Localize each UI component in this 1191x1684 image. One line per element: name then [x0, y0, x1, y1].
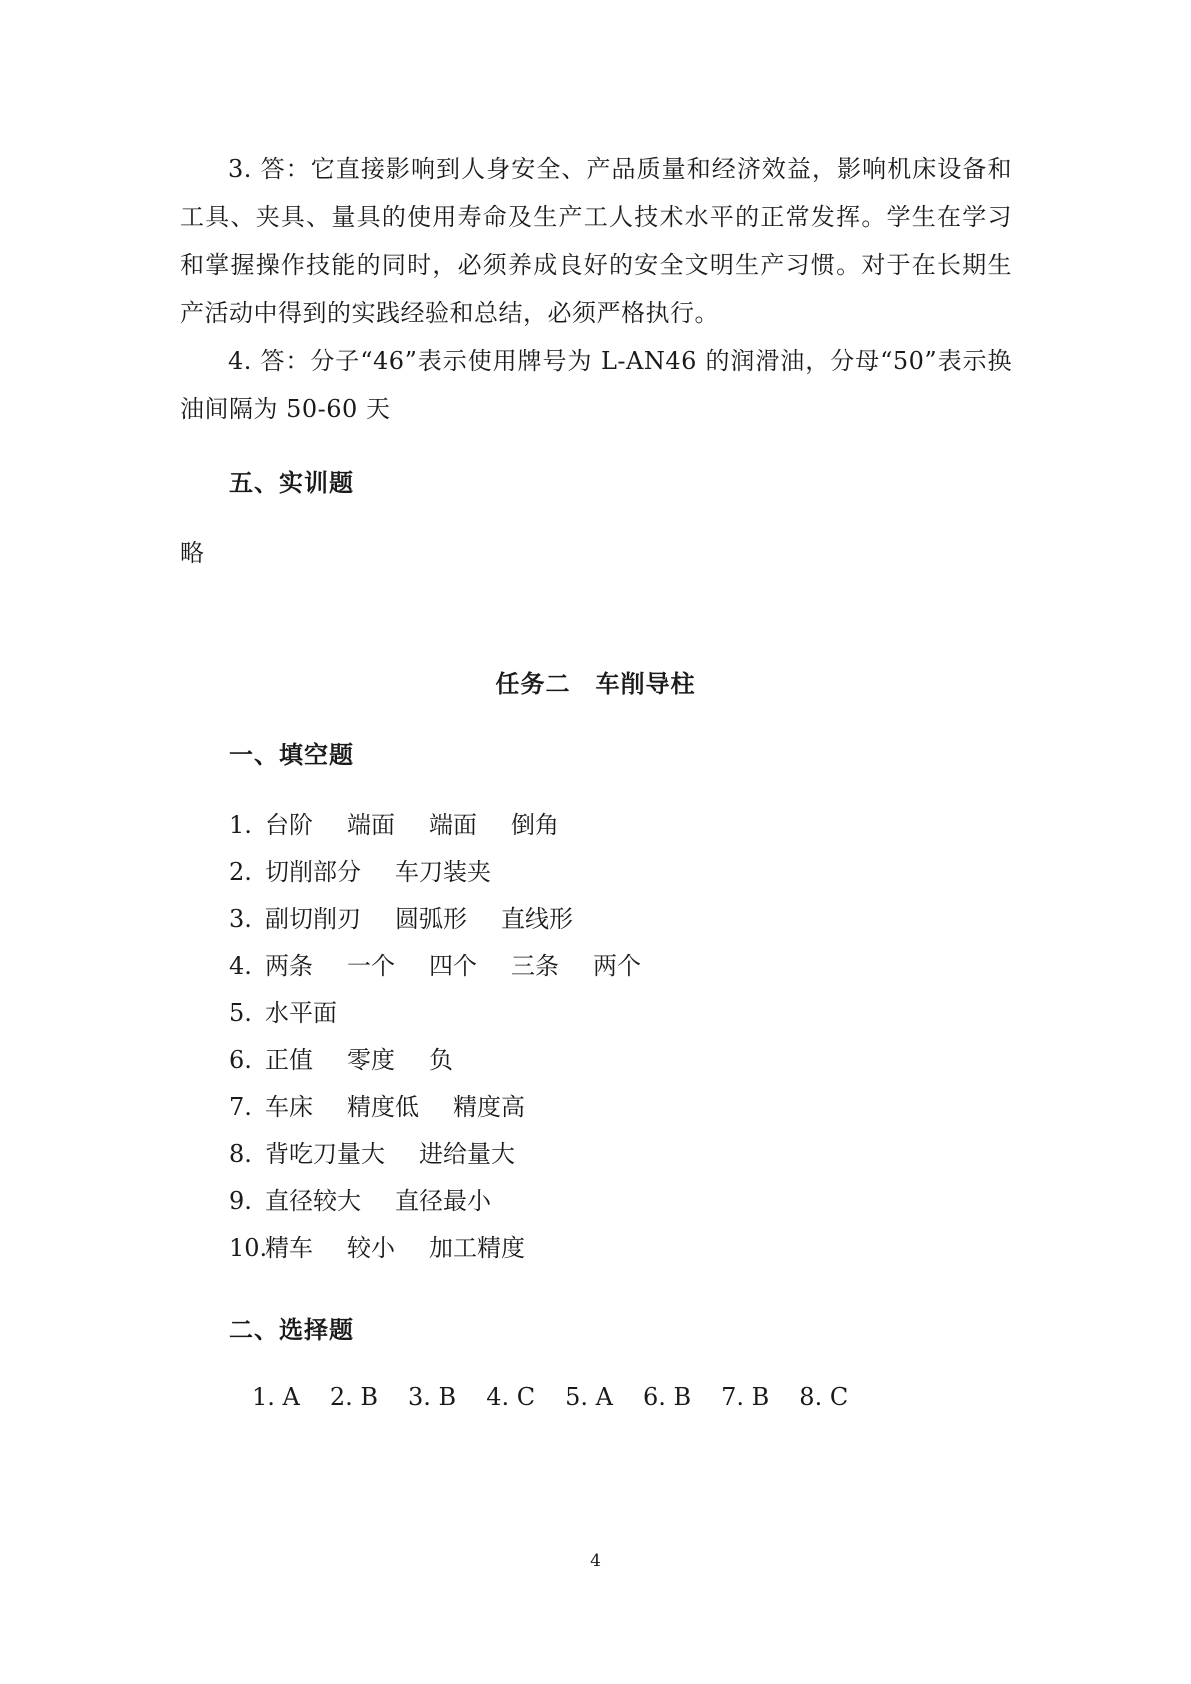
- fill-blank-item: [229, 1225, 675, 1272]
- fill-blank-answer: 正值: [265, 1046, 313, 1074]
- section-heading-training: 五、实训题: [229, 469, 354, 497]
- fill-blank-item: [229, 1131, 675, 1178]
- fill-blank-answer: 直径最小: [395, 1187, 491, 1215]
- fill-blank-answer: 负: [429, 1046, 453, 1074]
- choice-answer: 5. A: [565, 1383, 613, 1411]
- fill-blank-number: 7.: [229, 1093, 252, 1121]
- fill-blank-item: [229, 1037, 675, 1084]
- fill-blank-number: 8.: [229, 1140, 252, 1168]
- fill-blank-number: 1.: [229, 811, 252, 839]
- choice-answer: 4. C: [486, 1383, 536, 1411]
- fill-blank-answer: 副切削刃: [265, 905, 361, 933]
- fill-blank-answer: 背吃刀量大: [265, 1140, 385, 1168]
- fill-blank-answer: 端面: [429, 811, 477, 839]
- fill-blank-answer: 精度高: [453, 1093, 525, 1121]
- choice-answer: 3. B: [408, 1383, 457, 1411]
- fill-blank-answer: 车床: [265, 1093, 313, 1121]
- fill-blank-list: [229, 802, 675, 1272]
- fill-blank-answer: 圆弧形: [395, 905, 467, 933]
- fill-blank-answer: 直径较大: [265, 1187, 361, 1215]
- choice-answer: 2. B: [329, 1383, 379, 1411]
- fill-blank-answer: 车刀装夹: [395, 858, 491, 886]
- fill-blank-answer: 较小: [347, 1234, 395, 1262]
- answer-paragraph-q4: 4. 答：分子“46”表示使用牌号为 L-AN46 的润滑油，分母“50”表示换油间隔为 50-60 天: [180, 347, 1012, 423]
- fill-blank-answer: 加工精度: [429, 1234, 525, 1262]
- fill-blank-number: 10.: [229, 1234, 268, 1262]
- fill-blank-number: 6.: [229, 1046, 252, 1074]
- fill-blank-answer: 直线形: [501, 905, 573, 933]
- fill-blank-answer: 台阶: [265, 811, 313, 839]
- choice-answer: 7. B: [721, 1383, 770, 1411]
- fill-blank-answer: 端面: [347, 811, 395, 839]
- fill-blank-item: [229, 943, 675, 990]
- fill-blank-answer: 精度低: [347, 1093, 419, 1121]
- fill-blank-answer: 四个: [429, 952, 477, 980]
- fill-blank-item: [229, 1178, 675, 1225]
- fill-blank-answer: 进给量大: [419, 1140, 515, 1168]
- fill-blank-item: [229, 990, 675, 1037]
- fill-blank-answer: 零度: [347, 1046, 395, 1074]
- fill-blank-answer: 精车: [265, 1234, 313, 1262]
- fill-blank-item: [229, 802, 675, 849]
- answer-paragraph-q3: 3. 答：它直接影响到人身安全、产品质量和经济效益，影响机床设备和工具、夹具、量具的使用寿命及生产工人技术水平的正常发挥。学生在学习和掌握操作技能的同时，必须养成良好的安全文明生产习惯。对于在长期生产活动中得到的实践经验和总结，必须严格执行。: [180, 155, 1012, 327]
- section-heading-multiple-choice: 二、选择题: [229, 1316, 354, 1344]
- fill-blank-answer: 倒角: [511, 811, 559, 839]
- fill-blank-item: [229, 896, 675, 943]
- page-number: 4: [590, 1551, 601, 1571]
- fill-blank-answer: 两个: [593, 952, 641, 980]
- fill-blank-item: [229, 1084, 675, 1131]
- task-title: 任务二 车削导柱: [495, 670, 696, 698]
- choice-answer: 1. A: [252, 1383, 300, 1411]
- multiple-choice-answers: [252, 1383, 878, 1411]
- fill-blank-answer: 切削部分: [265, 858, 361, 886]
- fill-blank-answer: 一个: [347, 952, 395, 980]
- fill-blank-item: [229, 849, 675, 896]
- choice-answer: 6. B: [642, 1383, 692, 1411]
- fill-blank-number: 9.: [229, 1187, 252, 1215]
- fill-blank-answer: 水平面: [265, 999, 337, 1027]
- fill-blank-answer: 三条: [511, 952, 559, 980]
- section-heading-fill-blank: 一、填空题: [229, 741, 354, 769]
- section-body-training: 略: [180, 539, 204, 567]
- fill-blank-answer: 两条: [265, 952, 313, 980]
- fill-blank-number: 4.: [229, 952, 252, 980]
- fill-blank-number: 2.: [229, 858, 252, 886]
- fill-blank-number: 5.: [229, 999, 252, 1027]
- choice-answer: 8. C: [799, 1383, 849, 1411]
- fill-blank-number: 3.: [229, 905, 252, 933]
